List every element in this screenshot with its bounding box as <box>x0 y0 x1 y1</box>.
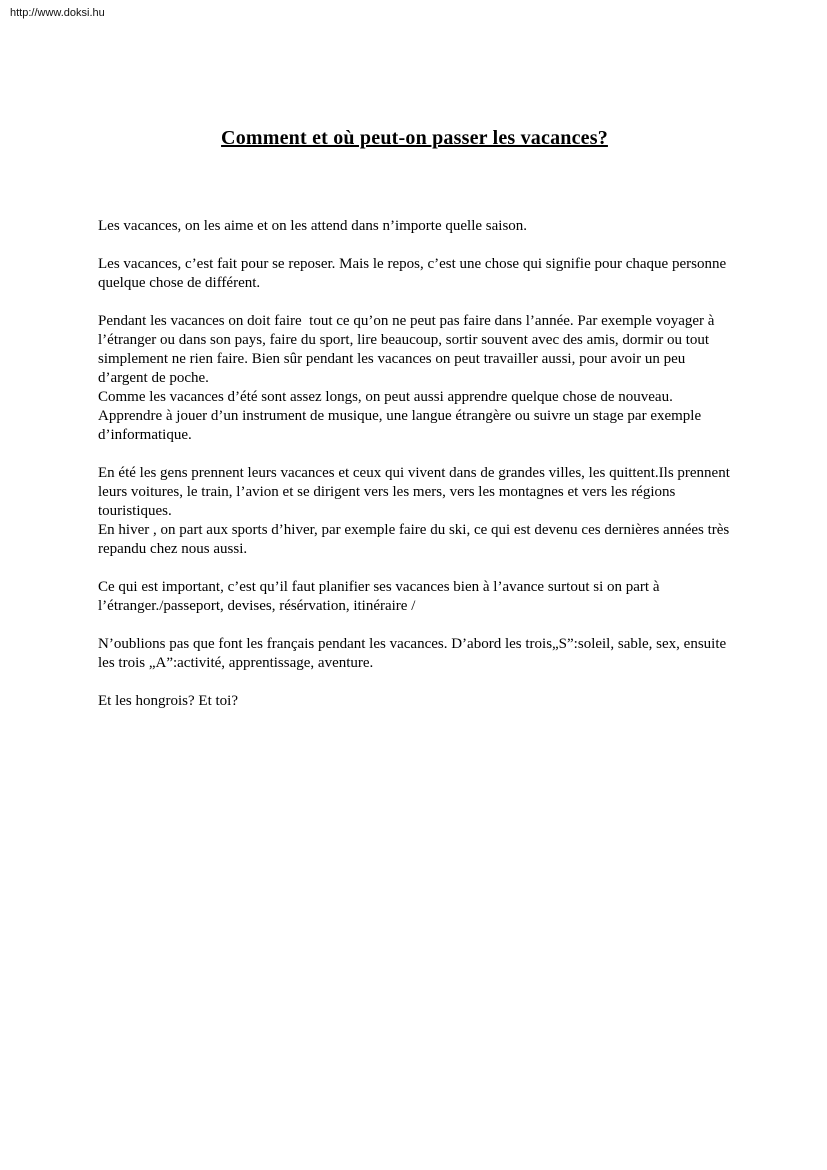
paragraph-line: Comme les vacances d’été sont assez longs, on peut aussi apprendre quelque chose de nouveau. Apprendre à jouer d’un instrument de musique, une langue étrangère ou suivre un stage par exemple d’informatique. <box>98 389 705 443</box>
paragraph <box>98 464 734 559</box>
paragraph-line: N’oublions pas que font les français pendant les vacances. D’abord les trois„S”:soleil, sable, sex, ensuite les trois „A”:activité, apprentissage, aventure. <box>98 636 730 671</box>
paragraph-line: En été les gens prennent leurs vacances et ceux qui vivent dans de grandes villes, les quittent.Ils prennent leurs voitures, le train, l’avion et se dirigent vers les mers, vers les montagnes et vers les régions touristiques. <box>98 465 734 519</box>
paragraph <box>98 578 731 616</box>
paragraph-line: Et les hongrois? Et toi? <box>98 693 238 709</box>
paragraph <box>98 255 731 293</box>
paragraph-line: Pendant les vacances on doit faire tout ce qu’on ne peut pas faire dans l’année. Par exemple voyager à l’étranger ou dans son pays, faire du sport, lire beaucoup, sortir souvent avec des amis, dormir ou tout simplement ne rien faire. Bien sûr pendant les vacances on peut travailler aussi, pour avoir un peu d’argent de poche. <box>98 313 719 386</box>
paragraph-line: Les vacances, c’est fait pour se reposer. Mais le repos, c’est une chose qui signifie pour chaque personne quelque chose de différent. <box>98 256 730 291</box>
page-title: Comment et où peut-on passer les vacances? <box>221 127 608 149</box>
source-url: http://www.doksi.hu <box>10 7 105 19</box>
document-body <box>98 217 734 711</box>
paragraph-line: Ce qui est important, c’est qu’il faut planifier ses vacances bien à l’avance surtout si on part à l’étranger./passeport, devises, résérvation, itinéraire / <box>98 579 664 614</box>
paragraph <box>98 312 731 445</box>
paragraph-line: Les vacances, on les aime et on les attend dans n’importe quelle saison. <box>98 218 528 234</box>
paragraph <box>98 635 731 673</box>
paragraph <box>98 217 731 236</box>
paragraph <box>98 692 731 711</box>
paragraph-line: En hiver , on part aux sports d’hiver, par exemple faire du ski, ce qui est devenu ces dernières années très repandu chez nous aussi. <box>98 522 734 557</box>
